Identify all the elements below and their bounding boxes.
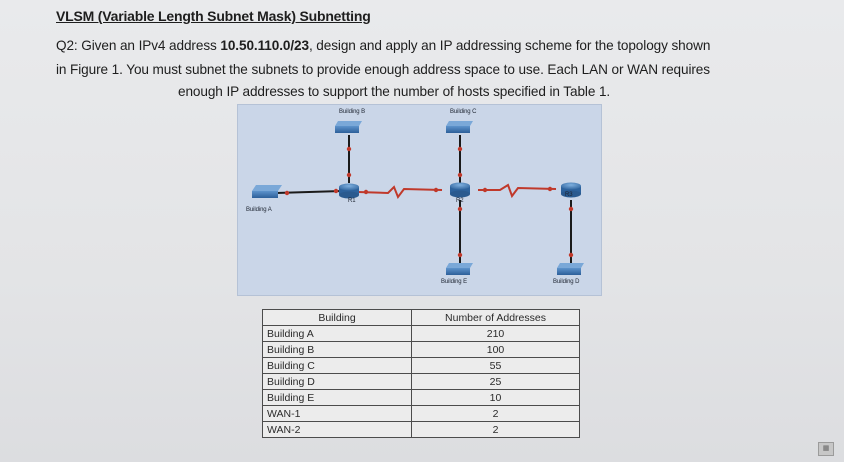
router-r1-icon: [339, 184, 359, 199]
column-header-addresses: Number of Addresses: [412, 310, 580, 326]
table-row: [263, 374, 580, 390]
building-cell: WAN-1: [263, 406, 412, 422]
label-building-d: Building D: [553, 279, 580, 285]
table-row: [263, 390, 580, 406]
link-dot: [458, 147, 462, 151]
table-row: [263, 326, 580, 342]
question-line-2: in Figure 1. You must subnet the subnets to provide enough address space to use. Each LAN or WAN requires: [56, 62, 710, 77]
wan-link-r1-r2: [358, 187, 442, 197]
topology-diagram: [238, 105, 601, 295]
link-dot: [483, 188, 487, 192]
router-r2-icon: [450, 183, 470, 198]
address-count-cell: 10: [412, 390, 580, 406]
table-row: [263, 422, 580, 438]
building-cell: Building D: [263, 374, 412, 390]
building-cell: Building A: [263, 326, 412, 342]
label-r2: R2: [456, 198, 464, 204]
link-dot: [548, 187, 552, 191]
link-dot: [458, 207, 462, 211]
switch-building-b-icon: [335, 121, 362, 133]
table-row: [263, 358, 580, 374]
link-dot: [569, 253, 573, 257]
building-cell: Building B: [263, 342, 412, 358]
address-requirements-table: [262, 309, 580, 438]
label-building-c: Building C: [450, 109, 477, 115]
topology-figure: [237, 104, 602, 296]
question-line-1-rest: , design and apply an IP addressing scheme for the topology shown: [308, 38, 711, 53]
link-dot: [458, 253, 462, 257]
link-dot: [434, 188, 438, 192]
keyboard-icon: ▦: [818, 442, 834, 456]
question-line-3: enough IP addresses to support the number of hosts specified in Table 1.: [178, 84, 611, 99]
address-count-cell: 100: [412, 342, 580, 358]
table-row: [263, 406, 580, 422]
address-count-cell: 2: [412, 406, 580, 422]
question-line-1: [56, 36, 710, 56]
link-dot: [458, 173, 462, 177]
switch-building-d-icon: [557, 263, 584, 275]
building-cell: Building C: [263, 358, 412, 374]
link-dot: [347, 147, 351, 151]
label-building-b: Building B: [339, 109, 366, 115]
switch-building-a-icon: [252, 185, 282, 198]
address-count-cell: 2: [412, 422, 580, 438]
label-r3: R3: [565, 192, 573, 198]
table-row: [263, 342, 580, 358]
address-count-cell: 55: [412, 358, 580, 374]
question-prefix: Q2: Given an IPv4 address: [56, 38, 221, 53]
column-header-building: Building: [263, 310, 412, 326]
label-building-a: Building A: [246, 207, 272, 213]
building-cell: Building E: [263, 390, 412, 406]
link-dot: [347, 173, 351, 177]
wan-link-r2-r3: [478, 185, 556, 196]
label-building-e: Building E: [441, 279, 468, 285]
address-count-cell: 25: [412, 374, 580, 390]
label-r1: R1: [348, 198, 356, 204]
table-header-row: [263, 310, 580, 326]
address-count-cell: 210: [412, 326, 580, 342]
link-dot: [285, 191, 289, 195]
building-cell: WAN-2: [263, 422, 412, 438]
ip-address: 10.50.110.0/23: [220, 38, 309, 53]
page-heading: VLSM (Variable Length Subnet Mask) Subnetting: [56, 8, 371, 24]
switch-building-e-icon: [446, 263, 473, 275]
switch-building-c-icon: [446, 121, 473, 133]
link-dot: [364, 190, 368, 194]
link-dot: [569, 207, 573, 211]
link-dot: [334, 189, 338, 193]
